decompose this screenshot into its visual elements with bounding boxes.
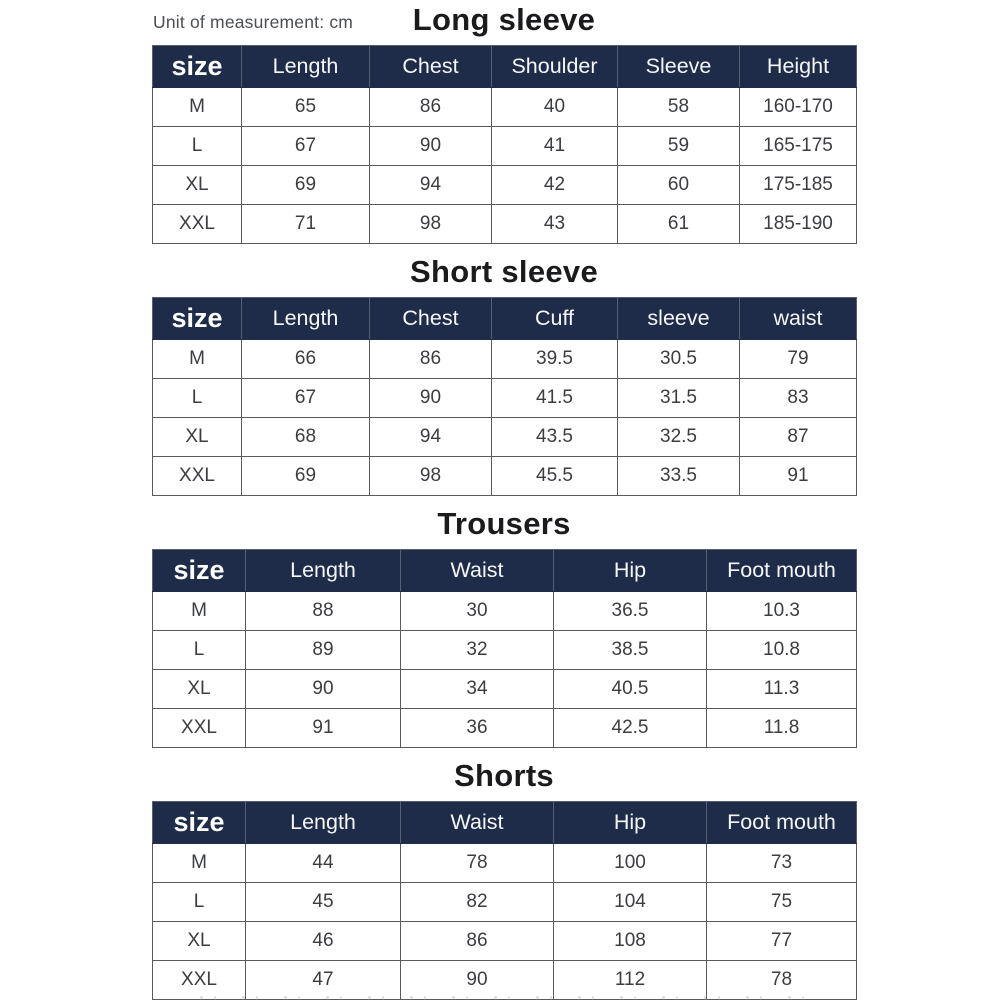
value-cell: 71 <box>242 205 370 244</box>
value-cell: 41.5 <box>492 379 618 418</box>
value-cell: 32 <box>401 631 554 670</box>
cropped-bottom-text-fragment <box>200 996 820 1000</box>
value-cell: 94 <box>370 418 492 457</box>
table-row-xl <box>153 922 857 961</box>
table-row-l <box>153 883 857 922</box>
column-header-length: Length <box>242 46 370 88</box>
value-cell: 108 <box>554 922 707 961</box>
size-label-cell: XXL <box>153 205 242 244</box>
section-trousers <box>152 504 856 748</box>
value-cell: 39.5 <box>492 340 618 379</box>
value-cell: 10.3 <box>707 592 857 631</box>
size-label-cell: XL <box>153 166 242 205</box>
value-cell: 90 <box>370 127 492 166</box>
value-cell: 86 <box>370 88 492 127</box>
size-table-shorts <box>152 801 857 1000</box>
value-cell: 90 <box>370 379 492 418</box>
value-cell: 45.5 <box>492 457 618 496</box>
value-cell: 78 <box>401 844 554 883</box>
value-cell: 40 <box>492 88 618 127</box>
value-cell: 34 <box>401 670 554 709</box>
table-row-xl <box>153 418 857 457</box>
size-label-cell: L <box>153 127 242 166</box>
size-label-cell: XL <box>153 670 246 709</box>
value-cell: 59 <box>618 127 740 166</box>
value-cell: 69 <box>242 166 370 205</box>
value-cell: 91 <box>246 709 401 748</box>
table-row-xl <box>153 670 857 709</box>
section-title-trousers: Trousers <box>437 506 571 541</box>
table-row-xxl <box>153 205 857 244</box>
column-header-sleeve: sleeve <box>618 298 740 340</box>
value-cell: 32.5 <box>618 418 740 457</box>
column-header-sleeve: Sleeve <box>618 46 740 88</box>
unit-of-measurement-note: Unit of measurement: cm <box>153 12 354 32</box>
value-cell: 30.5 <box>618 340 740 379</box>
table-row-m <box>153 844 857 883</box>
value-cell: 10.8 <box>707 631 857 670</box>
header-row <box>153 802 857 844</box>
value-cell: 67 <box>242 379 370 418</box>
size-label-cell: XL <box>153 418 242 457</box>
column-header-chest: Chest <box>370 298 492 340</box>
size-label-cell: XXL <box>153 961 246 1000</box>
value-cell: 98 <box>370 205 492 244</box>
column-header-shoulder: Shoulder <box>492 46 618 88</box>
size-label-cell: L <box>153 631 246 670</box>
size-label-cell: M <box>153 340 242 379</box>
value-cell: 160-170 <box>740 88 857 127</box>
value-cell: 46 <box>246 922 401 961</box>
value-cell: 104 <box>554 883 707 922</box>
column-header-length: Length <box>242 298 370 340</box>
value-cell: 42.5 <box>554 709 707 748</box>
column-header-cuff: Cuff <box>492 298 618 340</box>
column-header-waist: waist <box>740 298 857 340</box>
table-row-m <box>153 592 857 631</box>
tables-container <box>152 0 856 1000</box>
header-row <box>153 550 857 592</box>
value-cell: 185-190 <box>740 205 857 244</box>
value-cell: 65 <box>242 88 370 127</box>
size-label-cell: XL <box>153 922 246 961</box>
column-header-chest: Chest <box>370 46 492 88</box>
size-label-cell: XXL <box>153 709 246 748</box>
value-cell: 86 <box>370 340 492 379</box>
section-long-sleeve <box>152 0 856 244</box>
value-cell: 175-185 <box>740 166 857 205</box>
value-cell: 44 <box>246 844 401 883</box>
value-cell: 40.5 <box>554 670 707 709</box>
table-row-xxl <box>153 961 857 1000</box>
value-cell: 88 <box>246 592 401 631</box>
value-cell: 67 <box>242 127 370 166</box>
column-header-length: Length <box>246 802 401 844</box>
column-header-size: size <box>153 550 246 592</box>
value-cell: 89 <box>246 631 401 670</box>
table-row-l <box>153 127 857 166</box>
value-cell: 165-175 <box>740 127 857 166</box>
value-cell: 79 <box>740 340 857 379</box>
value-cell: 90 <box>246 670 401 709</box>
table-row-xxl <box>153 709 857 748</box>
value-cell: 60 <box>618 166 740 205</box>
size-label-cell: M <box>153 844 246 883</box>
value-cell: 11.3 <box>707 670 857 709</box>
size-label-cell: L <box>153 379 242 418</box>
section-title-long-sleeve: Long sleeve <box>412 2 596 37</box>
value-cell: 82 <box>401 883 554 922</box>
value-cell: 43.5 <box>492 418 618 457</box>
table-row-m <box>153 340 857 379</box>
column-header-hip: Hip <box>554 550 707 592</box>
table-row-l <box>153 631 857 670</box>
value-cell: 87 <box>740 418 857 457</box>
column-header-size: size <box>153 298 242 340</box>
table-row-xl <box>153 166 857 205</box>
value-cell: 36 <box>401 709 554 748</box>
column-header-hip: Hip <box>554 802 707 844</box>
value-cell: 58 <box>618 88 740 127</box>
value-cell: 45 <box>246 883 401 922</box>
value-cell: 30 <box>401 592 554 631</box>
value-cell: 66 <box>242 340 370 379</box>
value-cell: 73 <box>707 844 857 883</box>
section-title-shorts: Shorts <box>454 758 554 793</box>
value-cell: 94 <box>370 166 492 205</box>
value-cell: 42 <box>492 166 618 205</box>
value-cell: 86 <box>401 922 554 961</box>
value-cell: 98 <box>370 457 492 496</box>
table-row-l <box>153 379 857 418</box>
value-cell: 91 <box>740 457 857 496</box>
size-table-trousers <box>152 549 857 748</box>
value-cell: 43 <box>492 205 618 244</box>
size-label-cell: XXL <box>153 457 242 496</box>
value-cell: 31.5 <box>618 379 740 418</box>
size-label-cell: L <box>153 883 246 922</box>
section-short-sleeve <box>152 252 856 496</box>
value-cell: 69 <box>242 457 370 496</box>
value-cell: 47 <box>246 961 401 1000</box>
value-cell: 112 <box>554 961 707 1000</box>
column-header-foot-mouth: Foot mouth <box>707 550 857 592</box>
value-cell: 38.5 <box>554 631 707 670</box>
section-shorts <box>152 756 856 1000</box>
column-header-waist: Waist <box>401 550 554 592</box>
column-header-height: Height <box>740 46 857 88</box>
column-header-size: size <box>153 46 242 88</box>
value-cell: 41 <box>492 127 618 166</box>
size-label-cell: M <box>153 592 246 631</box>
column-header-size: size <box>153 802 246 844</box>
value-cell: 90 <box>401 961 554 1000</box>
value-cell: 75 <box>707 883 857 922</box>
size-table-short-sleeve <box>152 297 857 496</box>
value-cell: 61 <box>618 205 740 244</box>
section-title-short-sleeve: Short sleeve <box>410 254 598 289</box>
value-cell: 100 <box>554 844 707 883</box>
value-cell: 33.5 <box>618 457 740 496</box>
table-row-xxl <box>153 457 857 496</box>
value-cell: 78 <box>707 961 857 1000</box>
size-table-long-sleeve <box>152 45 857 244</box>
value-cell: 77 <box>707 922 857 961</box>
column-header-waist: Waist <box>401 802 554 844</box>
size-label-cell: M <box>153 88 242 127</box>
column-header-length: Length <box>246 550 401 592</box>
header-row <box>153 298 857 340</box>
value-cell: 83 <box>740 379 857 418</box>
value-cell: 11.8 <box>707 709 857 748</box>
header-row <box>153 46 857 88</box>
value-cell: 68 <box>242 418 370 457</box>
table-row-m <box>153 88 857 127</box>
value-cell: 36.5 <box>554 592 707 631</box>
column-header-foot-mouth: Foot mouth <box>707 802 857 844</box>
